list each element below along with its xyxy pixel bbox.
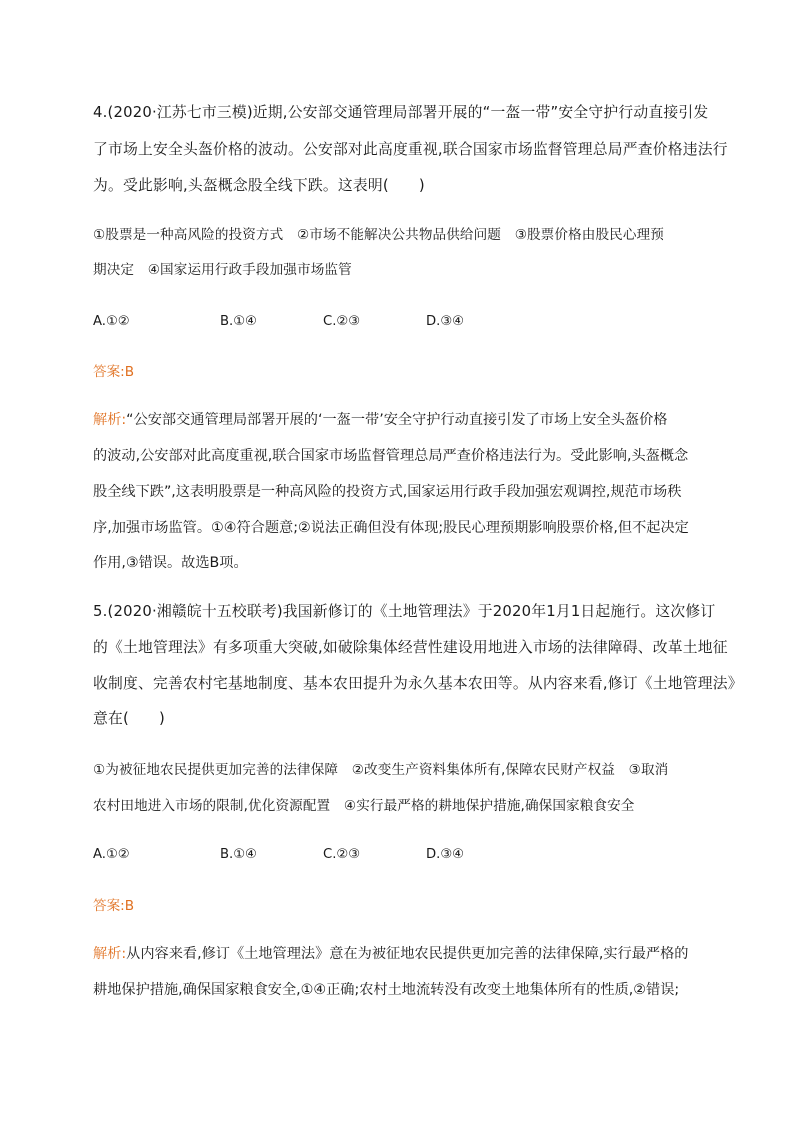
q5-stem-line-1: 5.(2020·湘赣皖十五校联考)我国新修订的《土地管理法》于2020年1月1日起施行。这次修订 — [93, 603, 716, 620]
q5-analysis-line-2: 耕地保护措施,确保国家粮食安全,①④正确;农村土地流转没有改变土地集体所有的性质,②错误; — [93, 982, 680, 998]
q4-stem-line-1: 4.(2020·江苏七市三模)近期,公安部交通管理局部署开展的“一盔一带”安全守护行动直接引发 — [93, 104, 709, 121]
q4-answer: 答案:B — [93, 364, 135, 380]
q5-choice-a: A.①② — [93, 847, 130, 862]
q5-stem-line-3: 收制度、完善农村宅基地制度、基本农田提升为永久基本农田等。从内容来看,修订《土地管理法》 — [93, 675, 743, 692]
q5-answer: 答案:B — [93, 898, 135, 914]
q5-analysis-text-1: 从内容来看,修订《土地管理法》意在为被征地农民提供更加完善的法律保障,实行最严格的 — [126, 946, 689, 962]
q4-options-line-1: ①股票是一种高风险的投资方式 ②市场不能解决公共物品供给问题 ③股票价格由股民心理预 — [93, 227, 664, 243]
q5-stem-line-2: 的《土地管理法》有多项重大突破,如破除集体经营性建设用地进入市场的法律障碍、改革土地征 — [93, 639, 728, 656]
q4-analysis-line-5: 作用,③错误。故选B项。 — [93, 555, 248, 571]
q5-choice-d: D.③④ — [426, 847, 464, 862]
q5-stem-line-4: 意在( ) — [93, 710, 165, 727]
q4-options-line-2: 期决定 ④国家运用行政手段加强市场监管 — [93, 262, 352, 278]
q4-analysis-line-4: 序,加强市场监管。①④符合题意;②说法正确但没有体现;股民心理预期影响股票价格,但不起决定 — [93, 520, 689, 536]
q5-options-line-2: 农村田地进入市场的限制,优化资源配置 ④实行最严格的耕地保护措施,确保国家粮食安全 — [93, 798, 635, 814]
q4-analysis-line-1 — [93, 410, 667, 430]
q5-analysis-label: 解析: — [93, 946, 127, 962]
q4-choice-d: D.③④ — [426, 314, 464, 329]
q4-choice-b: B.①④ — [220, 314, 257, 329]
q5-choice-c: C.②③ — [323, 847, 361, 862]
q5-options-line-1: ①为被征地农民提供更加完善的法律保障 ②改变生产资料集体所有,保障农民财产权益 ③取消 — [93, 762, 669, 778]
q4-analysis-label: 解析: — [93, 412, 127, 428]
q4-stem-line-2: 了市场上安全头盔价格的波动。公安部对此高度重视,联合国家市场监督管理总局严查价格违法行 — [93, 141, 728, 158]
q4-stem-line-3: 为。受此影响,头盔概念股全线下跌。这表明( ) — [93, 177, 425, 194]
q4-analysis-line-2: 的波动,公安部对此高度重视,联合国家市场监督管理总局严查价格违法行为。受此影响,头盔概念 — [93, 448, 689, 464]
q4-choice-c: C.②③ — [323, 314, 361, 329]
q5-choice-b: B.①④ — [220, 847, 257, 862]
q4-choice-a: A.①② — [93, 314, 130, 329]
q4-analysis-text-1: “公安部交通管理局部署开展的‘一盔一带’安全守护行动直接引发了市场上安全头盔价格 — [126, 412, 668, 428]
q5-analysis-line-1 — [93, 944, 689, 964]
q4-analysis-line-3: 股全线下跌”,这表明股票是一种高风险的投资方式,国家运用行政手段加强宏观调控,规范市场秩 — [93, 484, 682, 500]
